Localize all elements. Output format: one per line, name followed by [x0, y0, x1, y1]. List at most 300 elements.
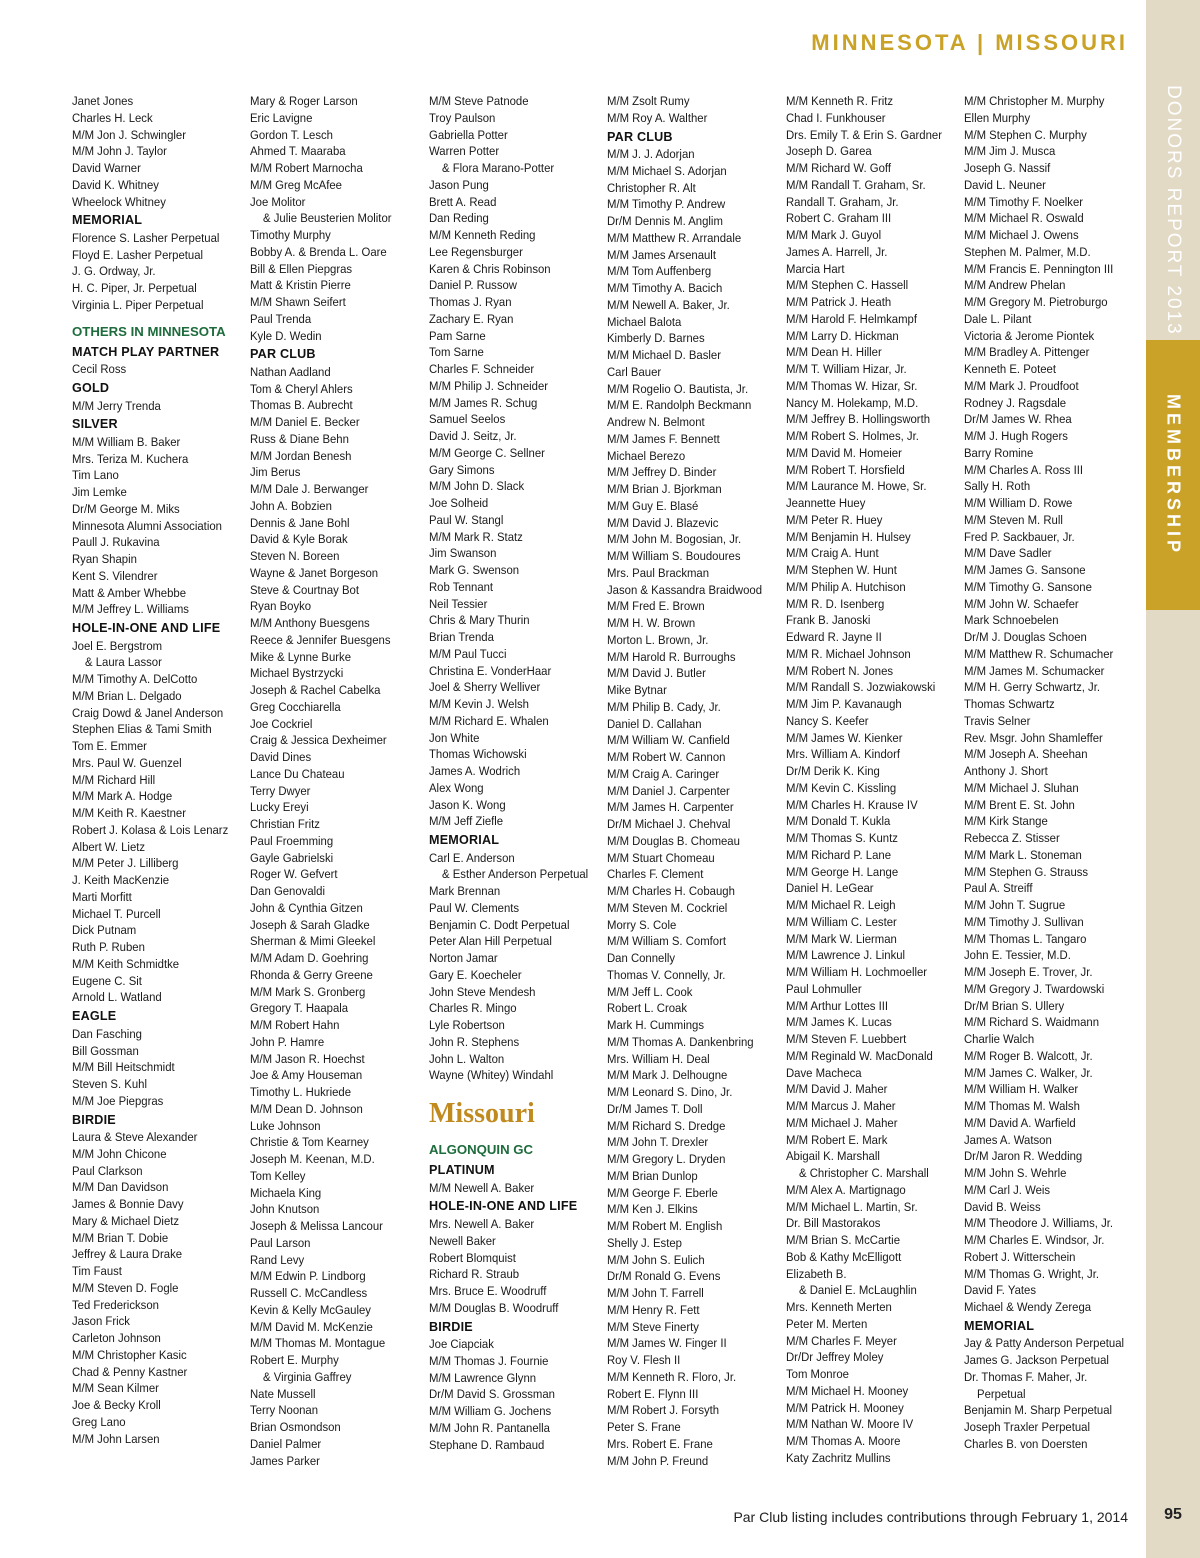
- side-tab-report-label: DONORS REPORT 2013: [1163, 84, 1184, 336]
- donor-name: M/M Donald T. Kukla: [786, 814, 891, 829]
- donor-name: Mark G. Swenson: [429, 563, 520, 577]
- donor-name: M/M Patrick J. Heath: [786, 295, 892, 309]
- donor-name: Brian Osmondson: [250, 1420, 341, 1435]
- donor-name: James Parker: [250, 1453, 320, 1468]
- donor-name: Charles F. Clement: [607, 867, 704, 882]
- donor-name: M/M John T. Sugrue: [964, 898, 1066, 912]
- donor-name-continuation: Perpetual: [977, 1386, 1026, 1401]
- donor-name-continuation: & Laura Lassor: [85, 655, 162, 670]
- donor-name: Jason & Kassandra Braidwood: [607, 582, 763, 597]
- donor-name: M/M Daniel E. Becker: [250, 415, 360, 430]
- donor-name: Mrs. William A. Kindorf: [786, 747, 900, 762]
- donor-name: Timothy Murphy: [250, 228, 331, 242]
- donor-name: M/M Richard S. Dredge: [607, 1118, 726, 1133]
- donor-name-continuation: & Esther Anderson Perpetual: [442, 867, 589, 882]
- donor-name: M/M Mark L. Stoneman: [964, 847, 1082, 862]
- donor-name: Florence S. Lasher Perpetual: [72, 230, 220, 245]
- donor-name: Michaela King: [250, 1185, 322, 1200]
- donor-name: Thomas J. Ryan: [429, 295, 512, 309]
- donor-name: Randall T. Graham, Jr.: [786, 194, 899, 209]
- donor-name: Laura & Steve Alexander: [72, 1130, 198, 1145]
- donor-name: M/M Thomas M. Montague: [250, 1336, 386, 1351]
- donor-name: M/M John Chicone: [72, 1146, 167, 1161]
- donor-column-2: [250, 93, 422, 1469]
- donor-name: M/M Keith Schmidtke: [72, 956, 180, 971]
- donor-name: M/M Zsolt Rumy: [607, 94, 690, 108]
- donor-name: Thomas B. Aubrecht: [250, 398, 353, 413]
- donor-name: Jim Berus: [250, 465, 301, 480]
- donor-name: Charles B. von Doersten: [964, 1436, 1088, 1451]
- donor-name: M/M Mark A. Hodge: [72, 789, 173, 804]
- giving-level-heading: MEMORIAL: [964, 1318, 1035, 1333]
- donor-name: Daniel P. Russow: [429, 278, 518, 293]
- donor-name: M/M Robert J. Forsyth: [607, 1403, 720, 1418]
- donor-name: M/M R. D. Isenberg: [786, 596, 885, 611]
- donor-name: Joel & Sherry Welliver: [429, 680, 541, 695]
- donor-name: Mrs. Bruce E. Woodruff: [429, 1284, 547, 1299]
- donor-name: M/M Philip A. Hutchison: [786, 579, 906, 594]
- donor-name: Roy V. Flesh II: [607, 1353, 681, 1368]
- donor-name: M/M Laurance M. Howe, Sr.: [786, 479, 927, 494]
- donor-name: Chad & Penny Kastner: [72, 1364, 188, 1379]
- donor-name: Charles F. Schneider: [429, 362, 535, 376]
- donor-name: David Dines: [250, 750, 312, 765]
- donor-name: Gary E. Koecheler: [429, 967, 522, 982]
- donor-name: M/M Joseph A. Sheehan: [964, 747, 1088, 762]
- donor-name: M/M Jon J. Schwingler: [72, 127, 187, 142]
- donor-name: M/M Michael L. Martin, Sr.: [786, 1199, 918, 1214]
- donor-name-continuation: & Daniel E. McLaughlin: [799, 1283, 917, 1298]
- donor-name: M/M Dean D. Johnson: [250, 1101, 363, 1116]
- donor-name: M/M Dan Davidson: [72, 1180, 169, 1195]
- donor-name: M/M John S. Wehrle: [964, 1166, 1067, 1180]
- donor-name: Jason K. Wong: [429, 797, 506, 812]
- donor-name: Charles H. Leck: [72, 110, 153, 125]
- donor-name: Paul W. Stangl: [429, 512, 504, 527]
- donor-name: M/M Thomas W. Hizar, Sr.: [786, 378, 918, 393]
- donor-name: J. Keith MacKenzie: [72, 873, 170, 888]
- donor-name: M/M H. W. Brown: [607, 616, 696, 631]
- donor-name: Gabriella Potter: [429, 127, 508, 142]
- donor-name: Dan Genovaldi: [250, 884, 325, 899]
- donor-name: M/M Douglas B. Woodruff: [429, 1300, 559, 1315]
- donor-name: Greg Lano: [72, 1414, 126, 1429]
- donor-name: Peter Alan Hill Perpetual: [429, 934, 552, 949]
- donor-name: M/M John J. Taylor: [72, 144, 167, 159]
- donor-name: Lee Regensburger: [429, 244, 523, 259]
- donor-name: Craig Dowd & Janel Anderson: [72, 705, 224, 720]
- donor-name: Michael Berezo: [607, 448, 686, 463]
- donor-name: Morton L. Brown, Jr.: [607, 632, 709, 647]
- donor-name: M/M Steven D. Fogle: [72, 1280, 179, 1295]
- donor-name: M/M J. J. Adorjan: [607, 147, 695, 162]
- donor-name: M/M Craig A. Caringer: [607, 766, 720, 781]
- donor-name: M/M James C. Walker, Jr.: [964, 1065, 1093, 1080]
- donor-name: M/M Thomas L. Tangaro: [964, 931, 1087, 946]
- donor-name-continuation: & Christopher C. Marshall: [799, 1166, 929, 1180]
- donor-name: M/M Jeffrey D. Binder: [607, 465, 717, 480]
- donor-name: Benjamin C. Dodt Perpetual: [429, 917, 570, 932]
- donor-name: Christina E. VonderHaar: [429, 663, 552, 678]
- donor-name: M/M Randall T. Graham, Sr.: [786, 177, 926, 192]
- donor-name: M/M Marcus J. Maher: [786, 1099, 896, 1113]
- donor-name: Neil Tessier: [429, 596, 488, 611]
- donor-name: Joe Cockriel: [250, 716, 313, 731]
- donor-name: Dave Macheca: [786, 1065, 862, 1080]
- donor-name: M/M Francis E. Pennington III: [964, 261, 1114, 276]
- donor-name: M/M Steven M. Rull: [964, 512, 1063, 527]
- donor-name: M/M Kevin J. Welsh: [429, 697, 529, 711]
- donor-name: M/M Joseph E. Trover, Jr.: [964, 965, 1093, 979]
- donor-name: Paul Lohmuller: [786, 981, 862, 996]
- donor-name: Bill & Ellen Piepgras: [250, 261, 353, 276]
- donor-name: Ellen Murphy: [964, 110, 1031, 125]
- donor-name: M/M Harold F. Helmkampf: [786, 311, 917, 326]
- donor-name: M/M Greg McAfee: [250, 177, 342, 192]
- donor-name: Roger W. Gefvert: [250, 867, 338, 882]
- donor-name: Sally H. Roth: [964, 479, 1031, 494]
- donor-name: M/M Jordan Benesh: [250, 448, 352, 463]
- donor-name: Dr/M Ronald G. Evens: [607, 1269, 721, 1284]
- donor-name: Ryan Boyko: [250, 599, 312, 614]
- donor-name: Sherman & Mimi Gleekel: [250, 934, 376, 949]
- donor-name: M/M James R. Schug: [429, 395, 538, 410]
- donor-name: M/M Adam D. Goehring: [250, 951, 369, 966]
- donor-name: Joseph Traxler Perpetual: [964, 1420, 1091, 1435]
- donor-name: David B. Weiss: [964, 1199, 1041, 1214]
- donor-name: M/M Michael D. Basler: [607, 348, 721, 363]
- donor-name: M/M Thomas S. Kuntz: [786, 831, 898, 845]
- donor-name: Mrs. Newell A. Baker: [429, 1217, 535, 1232]
- donor-name: Elizabeth B.: [786, 1266, 847, 1281]
- donor-name: M/M Reginald W. MacDonald: [786, 1048, 933, 1063]
- donor-name: Benjamin M. Sharp Perpetual: [964, 1403, 1113, 1418]
- donor-name: M/M John Larsen: [72, 1431, 160, 1446]
- donor-name: Joseph & Rachel Cabelka: [250, 683, 381, 698]
- donor-column-3: [429, 93, 601, 1453]
- donor-name: M/M Peter R. Huey: [786, 512, 883, 527]
- donor-name: M/M Randall S. Jozwiakowski: [786, 680, 936, 695]
- donor-name: M/M Kenneth R. Floro, Jr.: [607, 1369, 737, 1384]
- donor-name: M/M Robert T. Horsfield: [786, 462, 905, 477]
- donor-name: James G. Jackson Perpetual: [964, 1353, 1109, 1368]
- donor-name: Terry Dwyer: [250, 783, 311, 798]
- donor-name: Dr/Dr Jeffrey Moley: [786, 1350, 884, 1365]
- donor-name: Carl Bauer: [607, 364, 662, 379]
- donor-name: M/M Timothy A. DelCotto: [72, 672, 198, 687]
- donor-name: Steven N. Boreen: [250, 549, 340, 564]
- donor-name: Joe Molitor: [250, 194, 306, 209]
- donor-name: Richard R. Straub: [429, 1267, 520, 1282]
- donor-name: M/M Robert N. Jones: [786, 663, 894, 678]
- donor-name: Nate Mussell: [250, 1386, 316, 1401]
- donor-name: M/M Michael J. Owens: [964, 228, 1079, 242]
- donor-name: Dan Fasching: [72, 1026, 142, 1041]
- donor-name: James A. Harrell, Jr.: [786, 244, 888, 259]
- donor-name: David J. Seitz, Jr.: [429, 429, 517, 443]
- donor-name: M/M William G. Jochens: [429, 1404, 552, 1419]
- donor-column-5: [786, 93, 958, 1467]
- donor-name: Luke Johnson: [250, 1118, 321, 1133]
- donor-name: Tim Faust: [72, 1264, 122, 1279]
- donor-name: David L. Neuner: [964, 177, 1046, 192]
- giving-level-heading: PAR CLUB: [250, 347, 316, 362]
- donor-name: Stephane D. Rambaud: [429, 1437, 545, 1452]
- donor-name: M/M Brian L. Delgado: [72, 688, 182, 703]
- donor-name: H. C. Piper, Jr. Perpetual: [72, 281, 197, 296]
- donor-name: M/M Timothy G. Sansone: [964, 579, 1092, 594]
- donor-name: Kevin & Kelly McGauley: [250, 1302, 371, 1317]
- donor-name: Karen & Chris Robinson: [429, 261, 551, 276]
- donor-name: Russ & Diane Behn: [250, 431, 349, 446]
- donor-name: Samuel Seelos: [429, 412, 506, 427]
- donor-column-4: [607, 93, 779, 1469]
- donor-name: M/M Daniel J. Carpenter: [607, 783, 730, 798]
- donor-name: M/M Matthew R. Schumacher: [964, 646, 1114, 661]
- donor-name: James A. Wodrich: [429, 764, 521, 778]
- donor-name: Paul Trenda: [250, 311, 312, 326]
- donor-name: M/M Richard P. Lane: [786, 847, 892, 862]
- donor-name: John R. Stephens: [429, 1034, 520, 1049]
- donor-column-6: [964, 93, 1136, 1453]
- donor-name: M/M Timothy P. Andrew: [607, 197, 726, 212]
- donor-name: M/M Roy A. Walther: [607, 110, 708, 125]
- donor-name: Thomas V. Connelly, Jr.: [607, 967, 726, 982]
- donor-name: M/M Patrick H. Mooney: [786, 1400, 904, 1415]
- donor-name: M/M Brian T. Dobie: [72, 1230, 169, 1245]
- donor-name: M/M Charles A. Ross III: [964, 462, 1084, 477]
- donor-name: M/M William H. Lochmoeller: [786, 965, 928, 979]
- donor-name: M/M Mark J. Delhougne: [607, 1068, 728, 1083]
- donor-name: M/M Edwin P. Lindborg: [250, 1269, 366, 1284]
- donor-name: Stephen Elias & Tami Smith: [72, 722, 212, 737]
- donor-name: Jim Lemke: [72, 485, 127, 500]
- donor-name: M/M Harold R. Burroughs: [607, 649, 736, 664]
- donor-name: M/M James W. Finger II: [607, 1336, 727, 1351]
- donor-name: David & Kyle Borak: [250, 532, 348, 547]
- donor-name: Robert Blomquist: [429, 1250, 516, 1265]
- donor-name: M/M E. Randolph Beckmann: [607, 398, 752, 413]
- giving-level-heading: EAGLE: [72, 1009, 117, 1024]
- donor-name: Michael T. Purcell: [72, 906, 161, 921]
- donor-name: M/M Michael H. Mooney: [786, 1383, 909, 1398]
- donor-name: Mark Brennan: [429, 884, 501, 899]
- donor-name: M/M Steve Patnode: [429, 94, 529, 108]
- donor-name: Jason Frick: [72, 1314, 130, 1329]
- donor-name: Rodney J. Ragsdale: [964, 395, 1067, 410]
- donor-name: Dan Connelly: [607, 951, 676, 966]
- donor-name: M/M Andrew Phelan: [964, 278, 1066, 293]
- donor-name: Troy Paulson: [429, 110, 496, 125]
- donor-name: M/M Richard E. Whalen: [429, 713, 549, 728]
- donor-name: Mary & Roger Larson: [250, 94, 358, 108]
- donor-name: Andrew N. Belmont: [607, 415, 705, 430]
- donor-name: M/M Bradley A. Pittenger: [964, 345, 1090, 360]
- donor-name: M/M Peter J. Lilliberg: [72, 856, 179, 871]
- donor-name: Peter M. Merten: [786, 1316, 868, 1331]
- donor-name: Daniel H. LeGear: [786, 881, 874, 896]
- donor-name: Timothy L. Hukriede: [250, 1085, 352, 1100]
- club-heading: OTHERS IN MINNESOTA: [72, 323, 226, 339]
- giving-level-heading: HOLE-IN-ONE AND LIFE: [429, 1199, 578, 1214]
- donor-name: M/M Keith R. Kaestner: [72, 806, 187, 821]
- donor-name: Dr. Bill Mastorakos: [786, 1216, 881, 1231]
- donor-name: M/M Mark S. Gronberg: [250, 984, 366, 999]
- donor-name: M/M Lawrence J. Linkul: [786, 948, 906, 963]
- donor-name: Joe & Amy Houseman: [250, 1068, 363, 1083]
- donor-name: M/M James H. Carpenter: [607, 800, 734, 815]
- donor-name: Mike Bytnar: [607, 683, 667, 698]
- donor-name: Gregory T. Haapala: [250, 1001, 349, 1016]
- donor-name: M/M H. Gerry Schwartz, Jr.: [964, 680, 1101, 695]
- donor-name: Paul A. Streiff: [964, 881, 1033, 896]
- donor-name: M/M Sean Kilmer: [72, 1381, 159, 1396]
- donor-name: Shelly J. Estep: [607, 1235, 682, 1250]
- donor-name: M/M Stuart Chomeau: [607, 850, 715, 865]
- donor-name: M/M William B. Baker: [72, 434, 181, 449]
- donor-name: M/M John T. Farrell: [607, 1286, 704, 1301]
- donor-name: Craig & Jessica Dexheimer: [250, 733, 387, 748]
- donor-name: M/M Benjamin H. Hulsey: [786, 529, 911, 544]
- donor-name: M/M William W. Canfield: [607, 733, 730, 748]
- donor-name: Tom Kelley: [250, 1168, 306, 1183]
- donor-name: Mrs. Robert E. Frane: [607, 1436, 713, 1451]
- donor-name: M/M James Arsenault: [607, 247, 716, 262]
- donor-name: Alex Wong: [429, 780, 484, 795]
- donor-name: Janet Jones: [72, 94, 134, 108]
- donor-name: John & Cynthia Gitzen: [250, 900, 363, 915]
- donor-name: Pam Sarne: [429, 328, 486, 343]
- donor-name: Chris & Mary Thurin: [429, 613, 530, 628]
- donor-name: Russell C. McCandless: [250, 1286, 368, 1301]
- donor-name: M/M Jeffrey B. Hollingsworth: [786, 412, 931, 427]
- donor-name: Ruth P. Ruben: [72, 940, 145, 955]
- donor-name: M/M David M. McKenzie: [250, 1319, 373, 1334]
- donor-name: Kyle D. Wedin: [250, 328, 322, 343]
- donor-name: M/M Kenneth Reding: [429, 228, 536, 242]
- donor-name: Carleton Johnson: [72, 1331, 161, 1346]
- donor-name: Marti Morfitt: [72, 889, 132, 904]
- donor-name: Rand Levy: [250, 1252, 305, 1267]
- giving-level-heading: HOLE-IN-ONE AND LIFE: [72, 621, 221, 636]
- donor-name: M/M Roger B. Walcott, Jr.: [964, 1048, 1093, 1063]
- footer-note: Par Club listing includes contributions through February 1, 2014: [733, 1509, 1128, 1525]
- donor-name: Kent S. Vilendrer: [72, 568, 158, 583]
- donor-name: Thomas Wichowski: [429, 747, 527, 762]
- state-heading: Missouri: [429, 1098, 535, 1130]
- giving-level-heading: MATCH PLAY PARTNER: [72, 344, 220, 359]
- page-number: 95: [1164, 1506, 1182, 1523]
- donor-name: Zachary E. Ryan: [429, 311, 514, 326]
- donor-name: Wayne & Janet Borgeson: [250, 565, 379, 580]
- donor-name: John A. Bobzien: [250, 498, 332, 513]
- donor-name: M/M Charles F. Meyer: [786, 1333, 897, 1348]
- donor-name: M/M Bill Heitschmidt: [72, 1060, 175, 1075]
- donor-name: Dan Reding: [429, 211, 489, 226]
- donor-name: M/M Michael R. Oswald: [964, 211, 1084, 226]
- donor-name: Drs. Emily T. & Erin S. Gardner: [786, 127, 942, 142]
- donor-name: M/M Carl J. Weis: [964, 1182, 1051, 1197]
- donor-name: M/M Philip J. Schneider: [429, 378, 549, 393]
- donor-name: M/M Gregory J. Twardowski: [964, 981, 1105, 996]
- donor-name: Wayne (Whitey) Windahl: [429, 1068, 554, 1083]
- donor-name: Ted Frederickson: [72, 1297, 159, 1312]
- donor-name: M/M Robert Hahn: [250, 1018, 340, 1033]
- donor-name: M/M Michael J. Sluhan: [964, 780, 1079, 795]
- donor-name: M/M Thomas A. Dankenbring: [607, 1034, 754, 1049]
- donor-name: M/M Brent E. St. John: [964, 797, 1075, 812]
- donor-name: M/M Theodore J. Williams, Jr.: [964, 1216, 1114, 1231]
- donor-name: M/M William D. Rowe: [964, 496, 1073, 510]
- donor-name: Thomas Schwartz: [964, 697, 1055, 711]
- donor-column-1: [72, 93, 244, 1447]
- donor-name: M/M Arthur Lottes III: [786, 998, 889, 1013]
- donor-name: M/M Newell A. Baker: [429, 1180, 535, 1195]
- donor-name: Nathan Aadland: [250, 364, 331, 379]
- donor-name: M/M Dale J. Berwanger: [250, 482, 369, 497]
- donor-name: Katy Zachritz Mullins: [786, 1450, 891, 1465]
- donor-name: M/M Mark R. Statz: [429, 529, 523, 544]
- donor-name: Jay & Patty Anderson Perpetual: [964, 1336, 1124, 1351]
- donor-name: John E. Tessier, M.D.: [964, 948, 1071, 963]
- side-tab-report: [1146, 84, 1200, 336]
- donor-name: M/M Christopher Kasic: [72, 1347, 187, 1362]
- donor-name: M/M Brian J. Bjorkman: [607, 482, 722, 497]
- donor-name: Gayle Gabrielski: [250, 850, 334, 865]
- donor-name: Nancy S. Keefer: [786, 713, 869, 728]
- donor-name: Carl E. Anderson: [429, 850, 515, 865]
- donor-name: James A. Watson: [964, 1132, 1052, 1147]
- donor-name: Mrs. William H. Deal: [607, 1051, 710, 1066]
- donor-name: M/M R. Michael Johnson: [786, 646, 911, 661]
- donor-name: Warren Potter: [429, 144, 500, 159]
- donor-name: M/M Steve Finerty: [607, 1319, 699, 1334]
- donor-name: M/M Joe Piepgras: [72, 1093, 164, 1108]
- donor-name: Joseph M. Keenan, M.D.: [250, 1152, 375, 1167]
- donor-name: Greg Cocchiarella: [250, 699, 341, 714]
- donor-name: Frank B. Janoski: [786, 613, 871, 628]
- donor-name: Jim Swanson: [429, 546, 497, 561]
- donor-name: Mrs. Kenneth Merten: [786, 1300, 892, 1314]
- donor-name: M/M Fred E. Brown: [607, 599, 705, 614]
- donor-name: Joe & Becky Kroll: [72, 1398, 161, 1413]
- donor-name: Tom Monroe: [786, 1367, 849, 1381]
- donor-name: M/M William S. Comfort: [607, 934, 727, 949]
- page-header-title: MINNESOTA | MISSOURI: [811, 30, 1128, 55]
- donor-name: Robert C. Graham III: [786, 211, 892, 226]
- donor-name: M/M John P. Freund: [607, 1453, 709, 1468]
- donor-name: M/M John S. Eulich: [607, 1252, 705, 1267]
- giving-level-heading: GOLD: [72, 380, 110, 395]
- donor-name: Christie & Tom Kearney: [250, 1135, 369, 1150]
- donor-name: M/M William H. Walker: [964, 1082, 1079, 1097]
- donor-name: Robert E. Flynn III: [607, 1386, 699, 1401]
- donor-name: M/M Robert M. English: [607, 1219, 723, 1234]
- donor-name: M/M Matthew R. Arrandale: [607, 230, 742, 245]
- donor-name: Joe Solheid: [429, 496, 489, 510]
- donor-name: M/M J. Hugh Rogers: [964, 429, 1068, 443]
- donor-name: Floyd E. Lasher Perpetual: [72, 247, 204, 262]
- donor-name: Stephen M. Palmer, M.D.: [964, 244, 1091, 259]
- donor-name: John Steve Mendesh: [429, 984, 536, 999]
- donor-name: M/M Robert E. Mark: [786, 1132, 888, 1147]
- donor-name: Robert J. Witterschein: [964, 1249, 1076, 1264]
- giving-level-heading: BIRDIE: [72, 1112, 116, 1127]
- donor-name: Dr/M J. Douglas Schoen: [964, 630, 1087, 644]
- donor-name: Chad I. Funkhouser: [786, 110, 886, 125]
- donor-name: M/M Richard W. Goff: [786, 161, 891, 175]
- donor-name: M/M John T. Drexler: [607, 1135, 709, 1150]
